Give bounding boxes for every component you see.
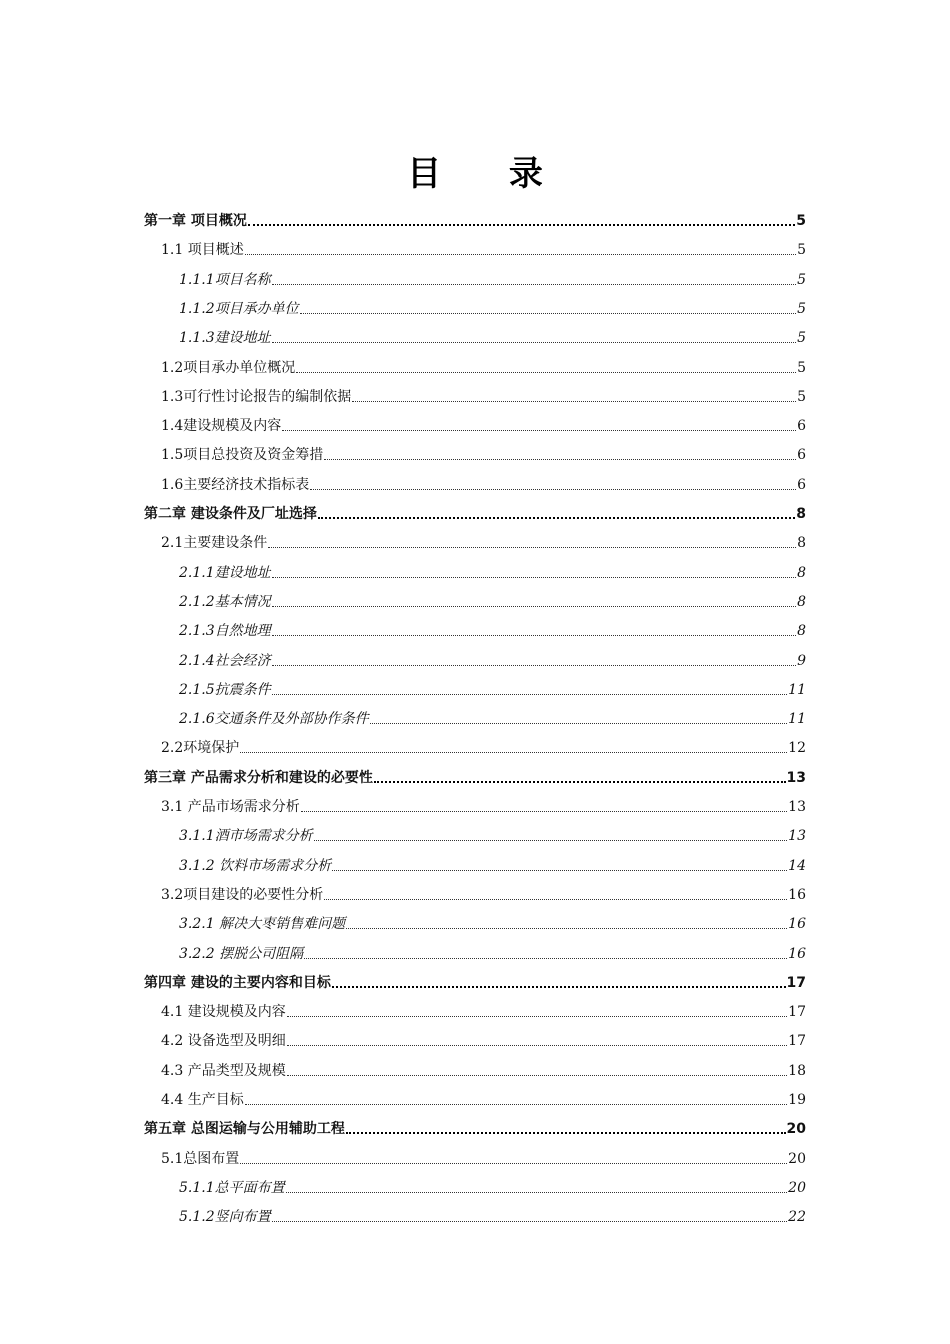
toc-page-number: 13 — [788, 799, 806, 815]
toc-entry-label: 第五章 总图运输与公用辅助工程 — [144, 1121, 345, 1138]
toc-dot-leader — [318, 513, 795, 519]
toc-section-entry[interactable] — [161, 1148, 806, 1168]
toc-subsection-entry[interactable] — [179, 1177, 806, 1197]
toc-chapter-entry[interactable] — [144, 210, 806, 230]
toc-dot-leader — [332, 982, 786, 988]
toc-dot-leader — [310, 485, 796, 490]
toc-dot-leader — [300, 309, 796, 314]
toc-section-entry[interactable] — [161, 1089, 806, 1109]
page-title: 目 录 — [407, 154, 571, 194]
toc-subsection-entry[interactable] — [179, 943, 806, 963]
toc-dot-leader — [346, 1128, 786, 1134]
toc-page-number: 5 — [797, 300, 806, 317]
toc-section-entry[interactable] — [161, 1001, 806, 1021]
toc-subsection-entry[interactable] — [179, 855, 806, 875]
toc-entry-label: 1.1 项目概述 — [161, 242, 244, 259]
toc-page-number: 5 — [797, 242, 806, 259]
toc-entry-label: 3.1.2 饮料市场需求分析 — [179, 857, 332, 874]
toc-section-entry[interactable] — [161, 386, 806, 406]
toc-subsection-entry[interactable] — [179, 562, 806, 582]
toc-page-number: 5 — [796, 213, 806, 229]
toc-page-number: 22 — [788, 1209, 806, 1226]
toc-entry-label: 2.1.4社会经济 — [179, 652, 271, 669]
toc-dot-leader — [272, 602, 796, 607]
toc-entry-label: 1.5项目总投资及资金筹措 — [161, 447, 324, 464]
toc-page-number: 9 — [797, 652, 806, 669]
toc-page-number: 12 — [788, 740, 806, 757]
toc-subsection-entry[interactable] — [179, 298, 806, 318]
toc-dot-leader — [272, 631, 796, 636]
toc-entry-label: 1.4建设规模及内容 — [161, 418, 282, 435]
toc-page-number: 8 — [797, 593, 806, 610]
toc-entry-label: 1.6主要经济技术指标表 — [161, 476, 310, 493]
toc-chapter-entry[interactable] — [144, 767, 806, 787]
toc-subsection-entry[interactable] — [179, 679, 806, 699]
toc-dot-leader — [272, 690, 788, 695]
toc-page-number: 6 — [797, 418, 806, 435]
toc-page-number: 11 — [788, 711, 806, 728]
toc-dot-leader — [272, 1217, 788, 1222]
toc-page-number: 20 — [788, 1179, 806, 1196]
toc-entry-label: 2.2环境保护 — [161, 740, 240, 757]
toc-entry-label: 3.2.1 解决大枣销售难问题 — [179, 916, 346, 933]
toc-section-entry[interactable] — [161, 415, 806, 435]
toc-page-number: 16 — [788, 945, 806, 962]
toc-dot-leader — [272, 338, 796, 343]
toc-page-number: 8 — [796, 506, 806, 522]
toc-dot-leader — [332, 866, 787, 871]
toc-page-number: 17 — [788, 1033, 806, 1050]
toc-entry-label: 2.1.5抗震条件 — [179, 681, 271, 698]
toc-dot-leader — [272, 280, 796, 285]
toc-page-number: 20 — [786, 1121, 806, 1138]
toc-section-entry[interactable] — [161, 884, 806, 904]
toc-entry-label: 4.2 设备选型及明细 — [161, 1033, 286, 1050]
toc-page-number: 17 — [786, 974, 806, 991]
toc-entry-label: 4.3 产品类型及规模 — [161, 1062, 286, 1079]
toc-section-entry[interactable] — [161, 737, 806, 757]
toc-entry-label: 第二章 建设条件及厂址选择 — [144, 506, 317, 522]
toc-page-number: 8 — [797, 623, 806, 640]
toc-dot-leader — [296, 368, 796, 373]
toc-entry-label: 2.1.2基本情况 — [179, 593, 271, 610]
toc-subsection-entry[interactable] — [179, 913, 806, 933]
toc-page-number: 8 — [797, 564, 806, 581]
toc-entry-label: 2.1.3自然地理 — [179, 623, 271, 640]
toc-subsection-entry[interactable] — [179, 650, 806, 670]
toc-page-number: 8 — [797, 535, 806, 552]
toc-subsection-entry[interactable] — [179, 620, 806, 640]
toc-dot-leader — [272, 661, 796, 666]
toc-dot-leader — [314, 836, 788, 841]
toc-entry-label: 1.1.2项目承办单位 — [179, 300, 299, 317]
toc-entry-label: 3.1.1酒市场需求分析 — [179, 828, 313, 845]
toc-entry-label: 3.2.2 摆脱公司阻隔 — [179, 945, 304, 962]
toc-entry-label: 2.1.1建设地址 — [179, 564, 271, 581]
toc-entry-label: 1.2项目承办单位概况 — [161, 359, 296, 376]
toc-section-entry[interactable] — [161, 239, 806, 259]
toc-dot-leader — [301, 807, 787, 812]
toc-dot-leader — [370, 719, 788, 724]
toc-subsection-entry[interactable] — [179, 591, 806, 611]
toc-section-entry[interactable] — [161, 1030, 806, 1050]
toc-section-entry[interactable] — [161, 444, 806, 464]
toc-page-number: 14 — [788, 857, 806, 874]
toc-dot-leader — [287, 1041, 787, 1046]
toc-entry-label: 第四章 建设的主要内容和目标 — [144, 974, 331, 991]
toc-entry-label: 3.2项目建设的必要性分析 — [161, 886, 324, 903]
toc-section-entry[interactable] — [161, 474, 806, 494]
toc-dot-leader — [245, 1100, 787, 1105]
toc-dot-leader — [272, 573, 796, 578]
toc-dot-leader — [240, 1159, 787, 1164]
toc-page-number: 17 — [788, 1004, 806, 1021]
toc-entry-label: 第三章 产品需求分析和建设的必要性 — [144, 769, 373, 786]
toc-subsection-entry[interactable] — [179, 1206, 806, 1226]
toc-entry-label: 5.1.2竖向布置 — [179, 1209, 271, 1226]
toc-section-entry[interactable] — [161, 357, 806, 377]
toc-entry-label: 1.1.1项目名称 — [179, 271, 271, 288]
toc-page-number: 5 — [797, 330, 806, 347]
toc-subsection-entry[interactable] — [179, 327, 806, 347]
toc-dot-leader — [248, 220, 795, 226]
toc-dot-leader — [287, 1012, 787, 1017]
toc-chapter-entry[interactable] — [144, 503, 806, 523]
toc-dot-leader — [324, 895, 787, 900]
toc-page-number: 16 — [788, 886, 806, 903]
toc-entry-label: 4.4 生产目标 — [161, 1092, 244, 1108]
toc-entry-label: 1.3可行性讨论报告的编制依据 — [161, 388, 352, 405]
toc-page-number: 13 — [788, 828, 806, 845]
toc-subsection-entry[interactable] — [179, 825, 806, 845]
toc-section-entry[interactable] — [161, 1060, 806, 1080]
toc-dot-leader — [286, 1188, 788, 1193]
toc-dot-leader — [324, 455, 796, 460]
toc-page-number: 16 — [788, 916, 806, 933]
toc-entry-label: 3.1 产品市场需求分析 — [161, 799, 300, 815]
toc-page-number: 6 — [797, 447, 806, 464]
toc-entry-label: 2.1.6交通条件及外部协作条件 — [179, 711, 369, 728]
toc-page-number: 19 — [788, 1092, 806, 1108]
toc-section-entry[interactable] — [161, 532, 806, 552]
toc-subsection-entry[interactable] — [179, 269, 806, 289]
toc-page-number: 5 — [797, 388, 806, 405]
toc-page-number: 13 — [786, 769, 806, 786]
toc-subsection-entry[interactable] — [179, 708, 806, 728]
toc-dot-leader — [346, 924, 787, 929]
toc-chapter-entry[interactable] — [144, 1118, 806, 1138]
toc-dot-leader — [268, 543, 796, 548]
toc-page-number: 11 — [788, 681, 806, 698]
toc-entry-label: 4.1 建设规模及内容 — [161, 1004, 286, 1021]
toc-page-number: 18 — [788, 1062, 806, 1079]
toc-dot-leader — [352, 397, 796, 402]
toc-section-entry[interactable] — [161, 796, 806, 816]
toc-dot-leader — [287, 1071, 787, 1076]
toc-dot-leader — [374, 777, 786, 783]
toc-page-number: 6 — [797, 476, 806, 493]
toc-entry-label: 1.1.3建设地址 — [179, 330, 271, 347]
toc-entry-label: 5.1.1总平面布置 — [179, 1179, 285, 1196]
toc-entry-label: 5.1总图布置 — [161, 1150, 240, 1167]
toc-page-number: 5 — [797, 271, 806, 288]
toc-entry-label: 第一章 项目概况 — [144, 213, 247, 229]
toc-page-number: 5 — [797, 359, 806, 376]
toc-dot-leader — [240, 748, 787, 753]
toc-dot-leader — [282, 426, 796, 431]
toc-dot-leader — [245, 250, 796, 255]
toc-chapter-entry[interactable] — [144, 972, 806, 992]
toc-page-number: 20 — [788, 1150, 806, 1167]
toc-entry-label: 2.1主要建设条件 — [161, 535, 268, 552]
toc-dot-leader — [304, 954, 787, 959]
